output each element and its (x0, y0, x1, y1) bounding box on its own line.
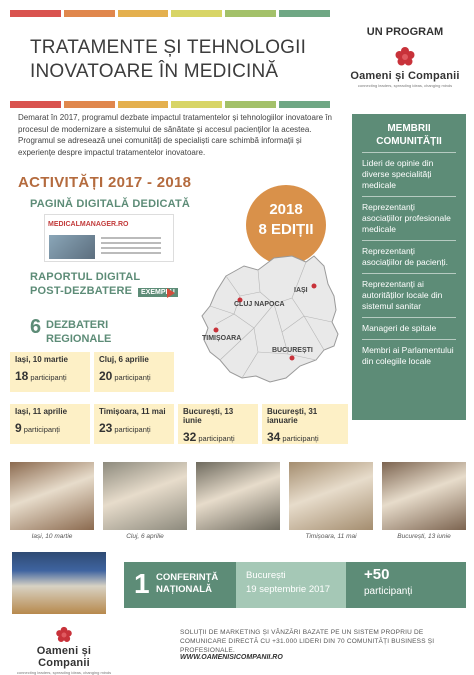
example-link[interactable]: EXEMPLU (138, 288, 178, 297)
member-item: Reprezentanți asociațiilor de pacienți. (362, 240, 456, 273)
event-city: Cluj, 6 aprilie (99, 355, 149, 364)
title-line-2: INOVATOARE ÎN MEDICINĂ (30, 61, 279, 82)
event-city: Iași, 11 aprilie (15, 407, 68, 416)
event-count (15, 421, 85, 435)
conference-participant-count: +50 (364, 566, 390, 583)
event-count-unit: participanți (198, 434, 235, 443)
page-title (30, 36, 320, 84)
program-brand (345, 26, 465, 88)
event-count-unit: participanți (23, 425, 60, 434)
footer-website-link[interactable]: WWW.OAMENISICOMPANII.RO (180, 654, 283, 661)
city-label-bucuresti: BUCUREȘTI (272, 347, 313, 354)
site-logo: MEDICALMANAGER.RO (48, 221, 129, 228)
event-count-unit: participanți (114, 425, 151, 434)
member-item: Manageri de spitale (362, 317, 456, 339)
color-stripe-segment (118, 101, 169, 108)
event-city: București, 31 ianuarie (267, 407, 318, 425)
event-card (10, 404, 90, 444)
conference-label-line-1: CONFERINȚĂ (156, 572, 219, 583)
flower-logo-icon (55, 626, 73, 644)
conference-participant-unit: participanți (364, 586, 413, 597)
city-dot-timisoara (214, 328, 219, 333)
event-photo[interactable] (289, 462, 373, 530)
website-thumbnail[interactable] (44, 214, 174, 262)
event-card (94, 352, 174, 392)
event-count-unit: participanți (282, 434, 319, 443)
report-heading (30, 270, 140, 298)
color-stripe-segment (225, 101, 276, 108)
event-count (15, 369, 85, 383)
conference-count: 1 (134, 568, 150, 599)
program-label: UN PROGRAM (366, 26, 444, 38)
brand-name: Oameni și Companii (350, 70, 460, 82)
digital-page-heading: PAGINĂ DIGITALĂ DEDICATĂ (30, 198, 191, 210)
event-photo[interactable] (382, 462, 466, 530)
member-item: Reprezentanți ai autorităților locale din sistemul sanitar (362, 273, 456, 317)
color-stripe-segment (118, 10, 169, 17)
event-card (178, 404, 258, 444)
color-stripe-segment (64, 101, 115, 108)
title-line-1: TRATAMENTE ȘI TEHNOLOGII (30, 37, 307, 58)
event-count-number: 9 (15, 421, 22, 435)
photo-caption: Timișoara, 11 mai (305, 533, 357, 540)
report-line-1: RAPORTUL DIGITAL (30, 271, 141, 283)
event-count-number: 20 (99, 369, 113, 383)
debates-label (46, 318, 166, 346)
conference-photo[interactable] (12, 552, 106, 614)
event-count (99, 421, 169, 435)
member-item: Membri ai Parlamentului din colegiile locale (362, 339, 456, 372)
photo-caption: Cluj, 6 aprilie (126, 533, 164, 540)
event-city: Timișoara, 11 mai (99, 407, 166, 416)
member-item: Reprezentanți asociațiilor profesionale medicale (362, 196, 456, 240)
event-count-number: 34 (267, 430, 281, 444)
conference-band (124, 562, 466, 608)
conference-label (156, 572, 218, 596)
event-card (262, 404, 348, 444)
conference-participants (346, 562, 466, 608)
photo-caption: Iași, 10 martie (31, 533, 73, 540)
color-stripe-bottom (10, 101, 330, 108)
brand-tagline: connecting leaders, spreading ideas, changing minds (357, 83, 453, 88)
event-count-number: 18 (15, 369, 29, 383)
footer-brand-name: Oameni și Companii (36, 645, 92, 669)
event-count (99, 369, 169, 383)
arrow-right-icon (167, 288, 175, 298)
event-photo[interactable] (10, 462, 94, 530)
event-count-unit: participanți (30, 373, 67, 382)
color-stripe-segment (10, 10, 61, 17)
intro-paragraph: Demarat în 2017, programul dezbate impactul tratamentelor și tehnologiilor inovatoare în procesul de modernizare a sistemului de sănătate și accesul pacienților la acestea. Programul se adresează unei comunități de specialiști care schimbă informații și experiențe despre impactul tratamentelor inovatoare. (18, 113, 332, 157)
site-text-lines (101, 237, 161, 257)
flower-logo-icon (394, 46, 416, 68)
event-card (10, 352, 90, 392)
event-count-number: 32 (183, 430, 197, 444)
city-label-iasi: IAȘI (294, 287, 308, 294)
conference-date: 19 septembrie 2017 (246, 584, 330, 595)
event-card (94, 404, 174, 444)
members-title: MEMBRII COMUNITĂȚII (376, 123, 442, 147)
color-stripe-segment (171, 101, 222, 108)
debates-line-2: REGIONALE (46, 333, 112, 345)
footer-description: SOLUȚII DE MARKETING ȘI VÂNZĂRI BAZATE PE UN SISTEM PROPRIU DE COMUNICARE DIRECTĂ CU +31.000 LIDERI DIN 70 COMUNITĂȚI BUSINESS ȘI PROFESIONALE. (180, 629, 435, 654)
member-item: Lideri de opinie din diverse specialități medicale (362, 152, 456, 196)
color-stripe-segment (64, 10, 115, 17)
footer-brand-tagline: connecting leaders, spreading ideas, changing minds (16, 670, 112, 675)
activities-title: ACTIVITĂȚI 2017 - 2018 (18, 174, 192, 191)
debates-line-1: DEZBATERI (46, 319, 109, 331)
photo-gallery (10, 462, 466, 544)
color-stripe-segment (279, 101, 330, 108)
report-line-2: POST-DEZBATERE (30, 285, 133, 297)
event-photo[interactable] (103, 462, 187, 530)
event-photo[interactable] (196, 462, 280, 530)
color-stripe-top (10, 10, 330, 17)
color-stripe-segment (279, 10, 330, 17)
event-count (183, 430, 253, 444)
color-stripe-segment (10, 101, 61, 108)
city-dot-iasi (312, 284, 317, 289)
event-city: București, 13 iunie (183, 407, 234, 425)
site-preview-image (49, 235, 95, 259)
event-city: Iași, 10 martie (15, 355, 68, 364)
color-stripe-segment (225, 10, 276, 17)
footer-brand (16, 626, 112, 675)
city-label-cluj: CLUJ NAPOCA (234, 301, 285, 308)
members-panel (352, 114, 466, 420)
conference-city: București (246, 570, 286, 581)
editions-year: 2018 (269, 201, 303, 218)
conference-details (236, 562, 346, 608)
conference-title-block (124, 562, 236, 608)
photo-caption: București, 13 iunie (397, 533, 451, 540)
event-count-number: 23 (99, 421, 113, 435)
editions-label: 8 EDIȚII (258, 221, 314, 238)
event-count (267, 430, 343, 444)
city-dot-bucuresti (290, 356, 295, 361)
event-count-unit: participanți (114, 373, 151, 382)
color-stripe-segment (171, 10, 222, 17)
romania-map (196, 248, 346, 388)
conference-label-line-2: NAȚIONALĂ (156, 584, 212, 595)
debates-count: 6 (30, 316, 42, 338)
city-label-timisoara: TIMIȘOARA (202, 335, 242, 342)
